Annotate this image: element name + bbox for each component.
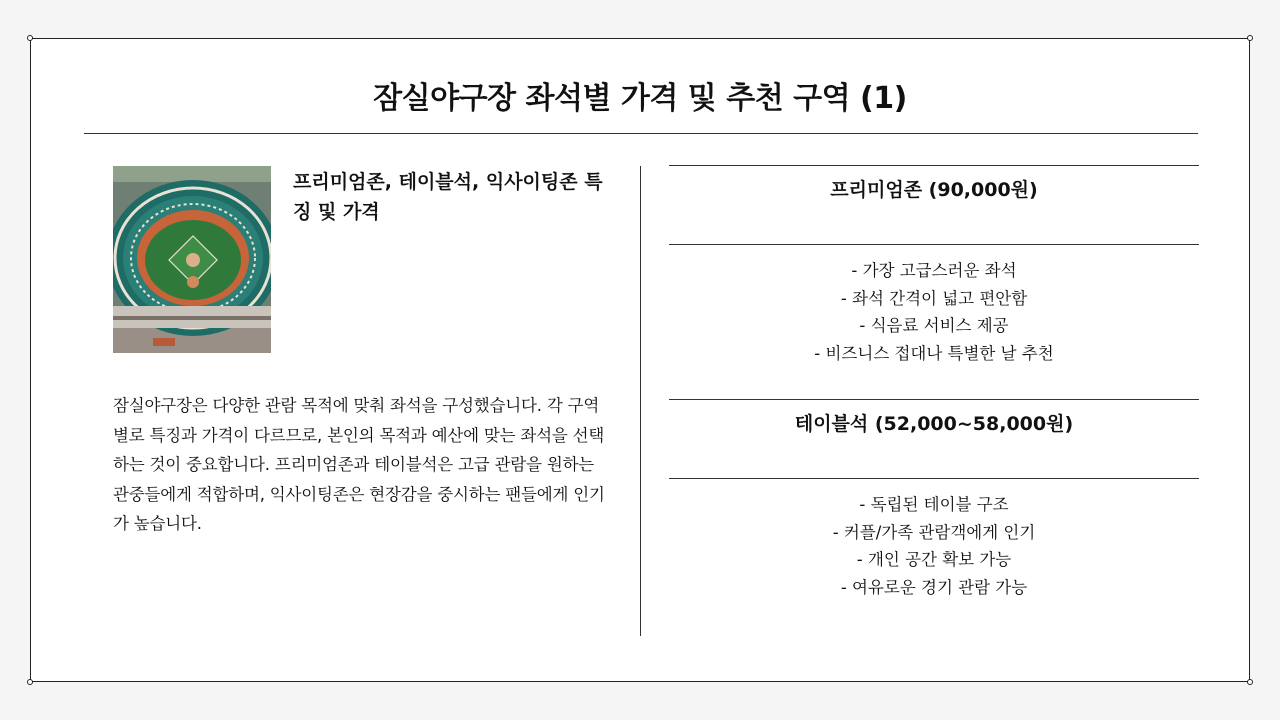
title-divider (84, 133, 1198, 134)
zone-table (669, 165, 1199, 633)
resize-handle-bottom-right[interactable] (1247, 679, 1253, 685)
zone-features-table (669, 479, 1199, 633)
section-subheading: 프리미엄존, 테이블석, 익사이팅존 특징 및 가격 (293, 171, 603, 223)
feature-item: - 비즈니스 접대나 특별한 날 추천 (814, 343, 1054, 363)
intro-paragraph: 잠실야구장은 다양한 관람 목적에 맞춰 좌석을 구성했습니다. 각 구역별로 특징과 가격이 다르므로, 본인의 목적과 예산에 맞는 좌석을 선택하는 것이 중요합니다. 프리미엄존과 테이블석은 고급 관람을 원하는 관중들에게 적합하며, 익사이팅존은 현장감을 중시하는 팬들에게 인기가 높습니다. (113, 396, 605, 533)
resize-handle-top-left[interactable] (27, 35, 33, 41)
column-divider (640, 166, 641, 636)
resize-handle-top-right[interactable] (1247, 35, 1253, 41)
stadium-illustration (113, 166, 271, 353)
feature-item: - 식음료 서비스 제공 (859, 316, 1009, 335)
feature-item: - 좌석 간격이 넓고 편안함 (840, 288, 1028, 308)
stadium-image[interactable] (113, 166, 271, 353)
feature-item: - 독립된 테이블 구조 (859, 495, 1009, 514)
feature-item: - 여유로운 경기 관람 가능 (840, 577, 1028, 597)
zone-title-table: 테이블석 (52,000~58,000원) (794, 413, 1074, 435)
slide-title: 잠실야구장 좌석별 가격 및 추천 구역 (1) (373, 81, 907, 116)
zone-features-premium (669, 245, 1199, 399)
zone-title-premium: 프리미엄존 (90,000원) (830, 179, 1038, 201)
feature-item: - 가장 고급스러운 좌석 (851, 261, 1017, 280)
feature-item: - 커플/가족 관람객에게 인기 (832, 522, 1036, 542)
resize-handle-bottom-left[interactable] (27, 679, 33, 685)
slide-frame[interactable] (30, 38, 1250, 682)
feature-item: - 개인 공간 확보 가능 (856, 550, 1012, 569)
